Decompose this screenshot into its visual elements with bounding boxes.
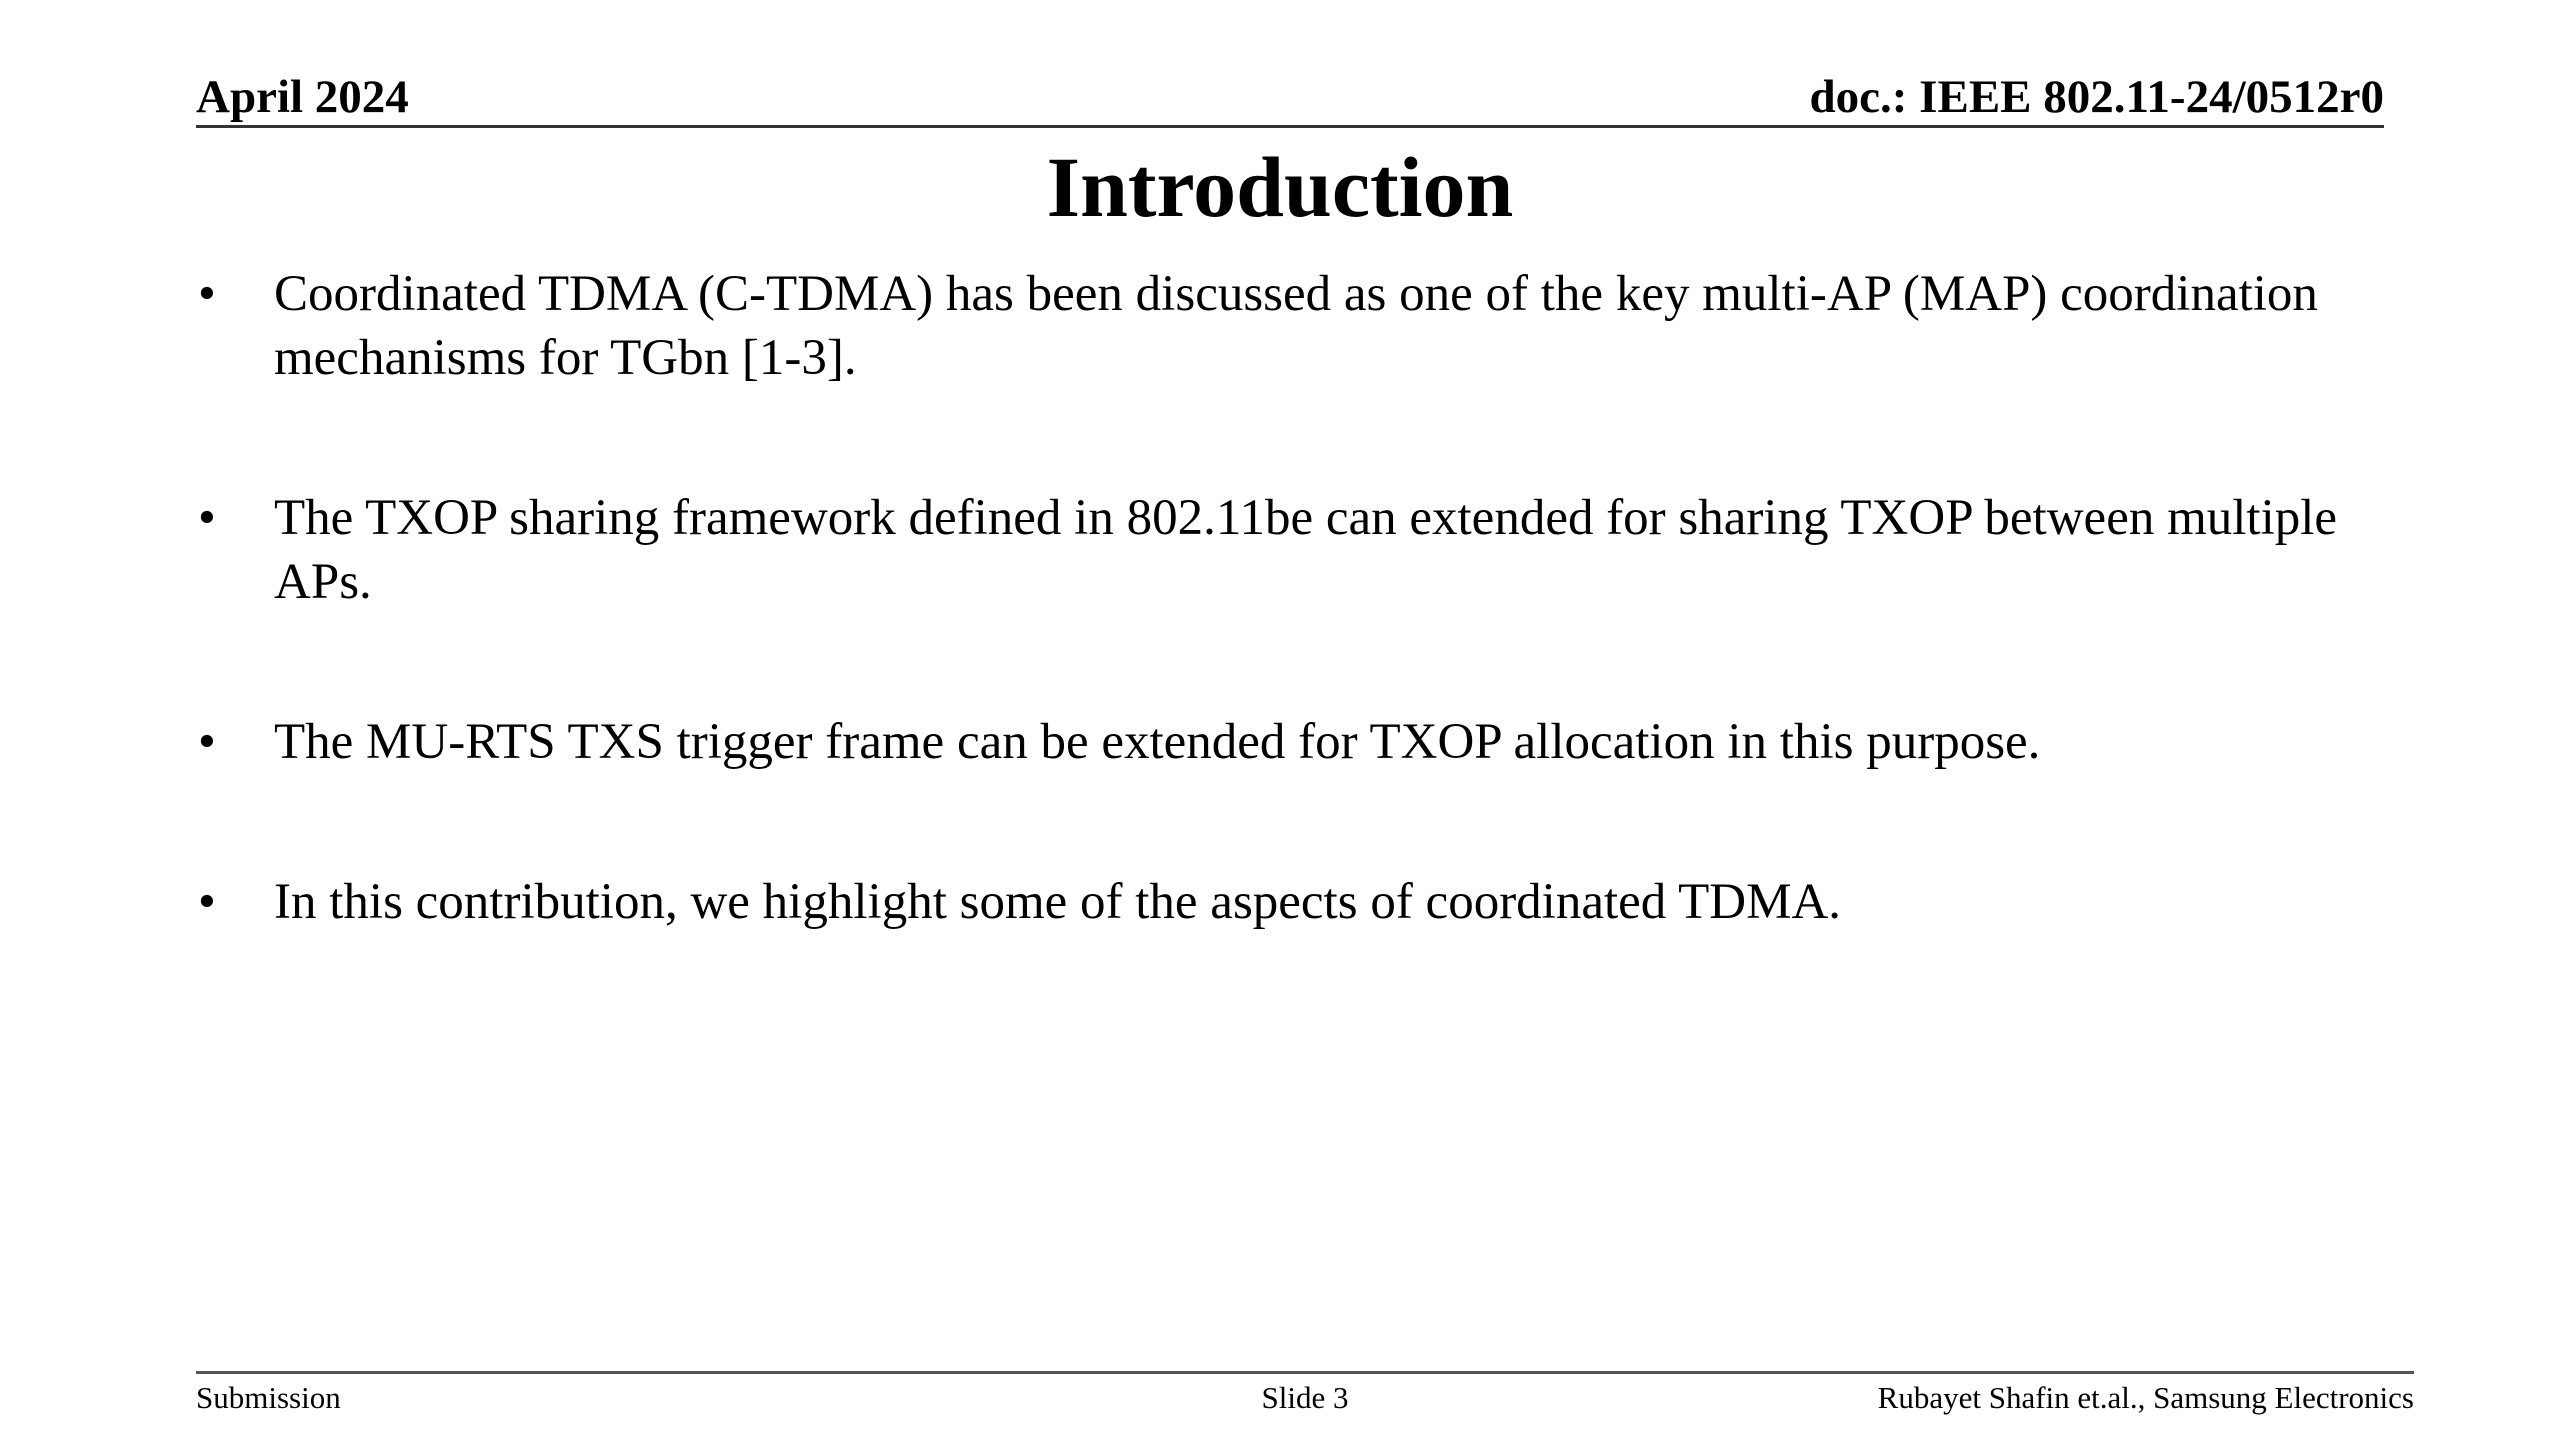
- bullet-text: The TXOP sharing framework defined in 802.11be can extended for sharing TXOP between multiple APs.: [274, 490, 2338, 610]
- bullet-item: [196, 710, 2416, 774]
- slide-header: [196, 72, 2384, 128]
- bullet-item: [196, 262, 2416, 390]
- bullet-list: [196, 262, 2416, 934]
- bullet-text: Coordinated TDMA (C-TDMA) has been discussed as one of the key multi-AP (MAP) coordination mechanisms for TGbn [1-3].: [274, 266, 2318, 386]
- bullet-marker: •: [198, 490, 216, 546]
- footer-slide-number: Slide 3: [1261, 1380, 1349, 1415]
- bullet-marker: •: [198, 714, 216, 770]
- bullet-marker: •: [198, 266, 216, 322]
- bullet-item: [196, 870, 2416, 934]
- slide-footer: [196, 1378, 2414, 1418]
- footer-author: Rubayet Shafin et.al., Samsung Electronics: [1877, 1380, 2414, 1415]
- bullet-marker: •: [198, 874, 216, 930]
- bullet-text: The MU-RTS TXS trigger frame can be extended for TXOP allocation in this purpose.: [274, 714, 2041, 770]
- bullet-item: [196, 486, 2416, 614]
- footer-divider: [196, 1371, 2414, 1374]
- bullet-text: In this contribution, we highlight some of the aspects of coordinated TDMA.: [274, 874, 1842, 930]
- header-date: April 2024: [196, 71, 409, 123]
- header-doc-id: doc.: IEEE 802.11-24/0512r0: [1809, 71, 2384, 123]
- footer-submission: Submission: [196, 1380, 341, 1415]
- slide-title: Introduction: [1046, 139, 1514, 235]
